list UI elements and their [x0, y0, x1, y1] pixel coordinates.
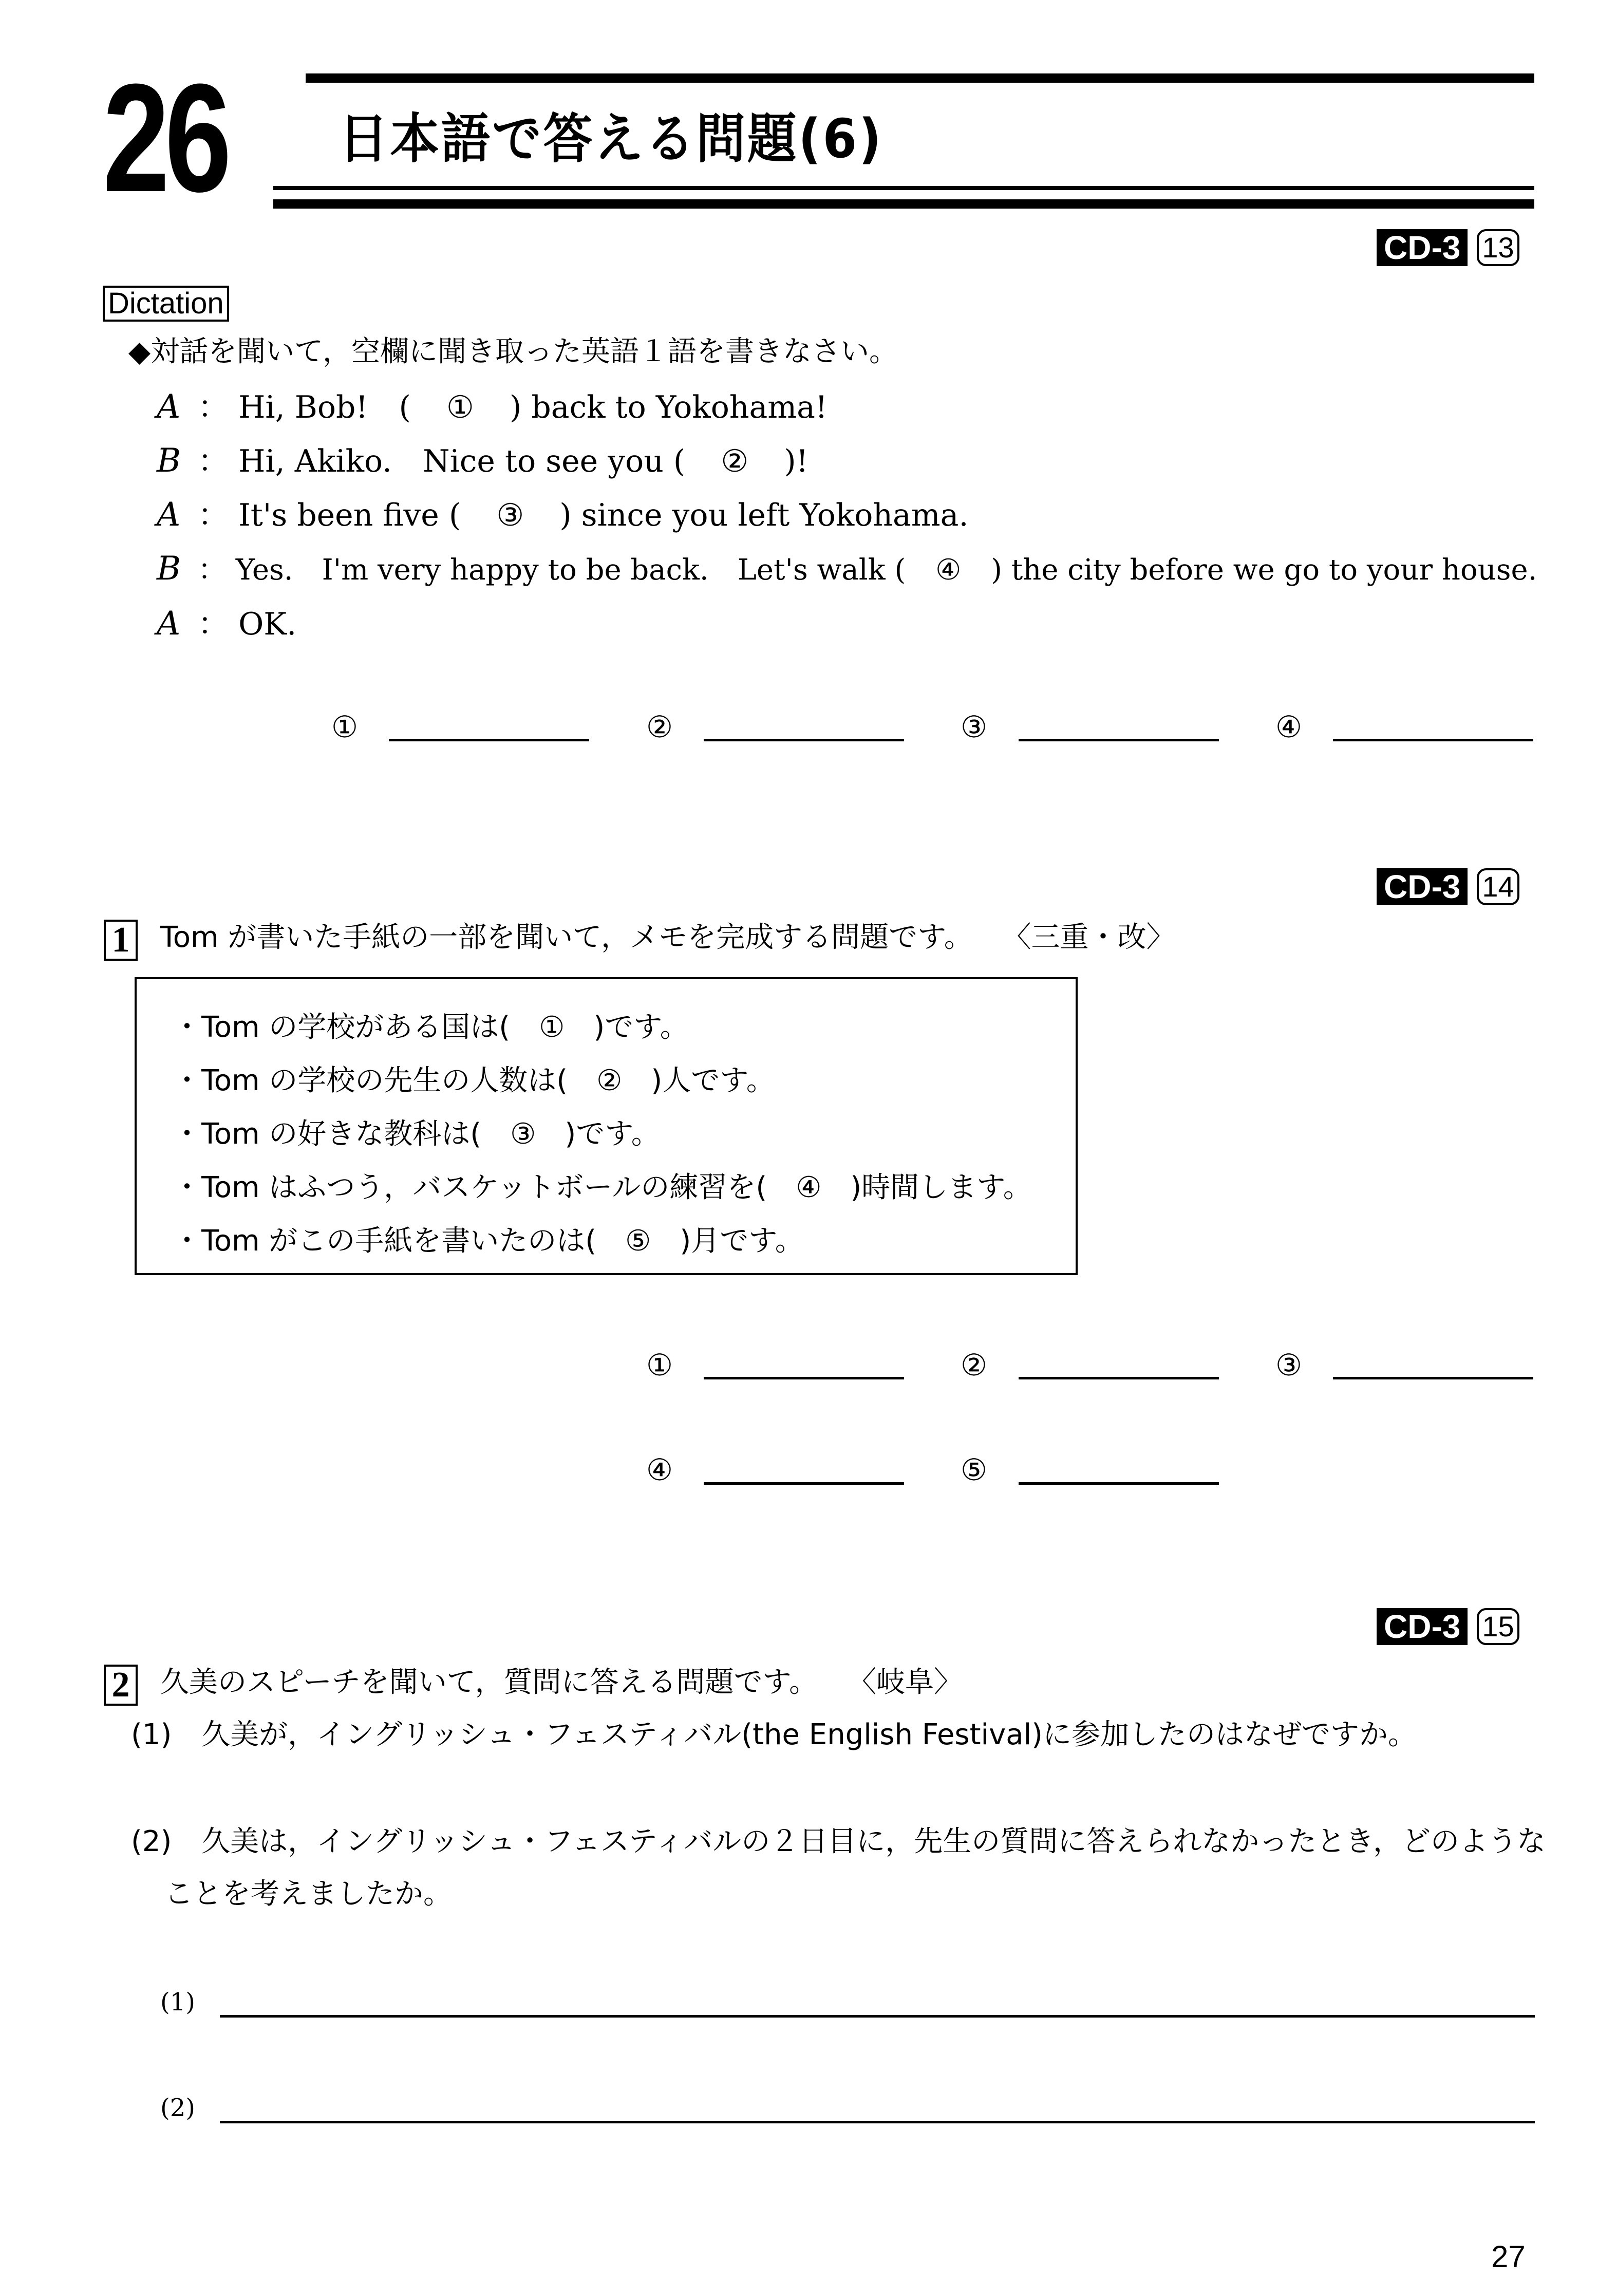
- memo-item: ・Tom の学校がある国は( ① )です。: [173, 1011, 689, 1044]
- answer-label: (2): [160, 2094, 195, 2122]
- dialogue-line: [157, 386, 1537, 428]
- sub-question-label: (2): [131, 1825, 172, 1858]
- answer-blank[interactable]: [704, 739, 904, 741]
- cd-disc-label: CD-3: [1377, 229, 1468, 266]
- answer-blank[interactable]: [1333, 1377, 1533, 1379]
- prompt-text: 久美のスピーチを聞いて，質問に答える問題です。: [160, 1666, 818, 1699]
- title-rule-top: [306, 73, 1534, 83]
- sub-question: [131, 1717, 1417, 1753]
- speaker-separator: ：: [198, 553, 227, 587]
- cd-track-badge: [1377, 868, 1519, 905]
- answer-blank[interactable]: [389, 739, 589, 741]
- page-number: 27: [1491, 2239, 1526, 2274]
- prompt-text: Tom が書いた手紙の一部を聞いて，メモを完成する問題です。: [160, 921, 973, 954]
- answer-label: ④: [646, 1452, 673, 1487]
- dialogue-line: [157, 494, 1537, 536]
- answer-blank[interactable]: [1333, 739, 1533, 741]
- blank-marker: ④: [935, 553, 962, 587]
- answer-label: ④: [1275, 710, 1302, 744]
- line-text-before: Hi, Akiko. Nice to see you (: [238, 443, 686, 479]
- question-prompt: [160, 1665, 963, 1701]
- question-source: 〈三重・改〉: [1002, 921, 1175, 954]
- memo-item: ・Tom はふつう，バスケットボールの練習を( ④ )時間します。: [173, 1171, 1032, 1204]
- blank-marker: ②: [721, 443, 749, 479]
- answer-label: ③: [961, 710, 987, 744]
- line-text-before: Hi, Bob! (: [238, 389, 411, 425]
- dialogue: [157, 386, 1537, 645]
- dictation-instruction: ◆対話を聞いて，空欄に聞き取った英語１語を書きなさい。: [128, 335, 898, 368]
- dialogue-line: [157, 603, 1537, 645]
- speaker-separator: ：: [198, 497, 229, 533]
- title-rule-bottom: [273, 199, 1534, 209]
- answer-label: (1): [160, 1988, 195, 2017]
- answer-label: ⑤: [961, 1452, 987, 1487]
- answer-blank[interactable]: [704, 1482, 904, 1485]
- memo-item: ・Tom の学校の先生の人数は( ② )人です。: [173, 1064, 775, 1097]
- sub-question-text: 久美が，イングリッシュ・フェスティバル(the English Festival)に参加したのはなぜですか。: [201, 1718, 1417, 1751]
- sub-question-label: (1): [131, 1718, 172, 1751]
- cd-disc-label: CD-3: [1377, 868, 1468, 905]
- title-rule-mid: [273, 186, 1534, 190]
- memo-box: [135, 977, 1078, 1275]
- dialogue-line: [157, 548, 1537, 591]
- speaker-separator: ：: [198, 443, 229, 479]
- line-text-after: ) back to Yokohama!: [509, 389, 828, 425]
- question-number: 2: [104, 1665, 138, 1706]
- cd-track-number: 13: [1477, 229, 1519, 266]
- answer-label: ③: [1275, 1348, 1302, 1383]
- speaker-separator: ：: [198, 606, 229, 642]
- answer-label: ②: [961, 1348, 987, 1383]
- speaker-label: B: [157, 442, 181, 480]
- question-number: 1: [104, 920, 138, 961]
- line-text-before: Yes. I'm very happy to be back. Let's walk (: [235, 553, 906, 587]
- cd-track-number: 14: [1477, 868, 1519, 905]
- question-source: 〈岐阜〉: [847, 1666, 963, 1699]
- question-prompt: [160, 920, 1175, 956]
- speaker-label: A: [157, 496, 181, 534]
- answer-blank[interactable]: [220, 2121, 1535, 2123]
- page-title: 日本語で答える問題(6): [339, 107, 883, 170]
- answer-label: ②: [646, 710, 673, 744]
- answer-blank[interactable]: [1019, 1377, 1219, 1379]
- answer-blank[interactable]: [1019, 1482, 1219, 1485]
- line-text-before: OK.: [238, 606, 297, 642]
- unit-number: 26: [103, 51, 227, 224]
- line-text-after: ) the city before we go to your house.: [991, 553, 1537, 587]
- speaker-label: B: [157, 550, 181, 588]
- line-text-after: ) since you left Yokohama.: [559, 497, 969, 533]
- dialogue-line: [157, 440, 1537, 482]
- blank-marker: ③: [496, 497, 524, 533]
- cd-track-number: 15: [1477, 1608, 1519, 1645]
- dictation-label: Dictation: [103, 286, 229, 322]
- answer-blank[interactable]: [220, 2015, 1535, 2018]
- speaker-label: A: [157, 605, 181, 643]
- cd-track-badge: [1377, 229, 1519, 266]
- sub-question-continuation: ことを考えましたか。: [164, 1877, 452, 1911]
- answer-label: ①: [331, 710, 358, 744]
- blank-marker: ①: [446, 389, 474, 425]
- answer-label: ①: [646, 1348, 673, 1383]
- sub-question-text: 久美は，イングリッシュ・フェスティバルの２日目に，先生の質問に答えられなかったとき，どのような: [201, 1825, 1546, 1858]
- answer-blank[interactable]: [704, 1377, 904, 1379]
- speaker-separator: ：: [198, 389, 229, 425]
- memo-item: ・Tom がこの手紙を書いたのは( ⑤ )月です。: [173, 1224, 804, 1258]
- sub-question: [131, 1824, 1546, 1860]
- answer-blank[interactable]: [1019, 739, 1219, 741]
- memo-item: ・Tom の好きな教科は( ③ )です。: [173, 1117, 660, 1151]
- cd-track-badge: [1377, 1608, 1519, 1645]
- line-text-after: )!: [784, 443, 809, 479]
- speaker-label: A: [157, 388, 181, 426]
- cd-disc-label: CD-3: [1377, 1608, 1468, 1645]
- line-text-before: It's been five (: [238, 497, 461, 533]
